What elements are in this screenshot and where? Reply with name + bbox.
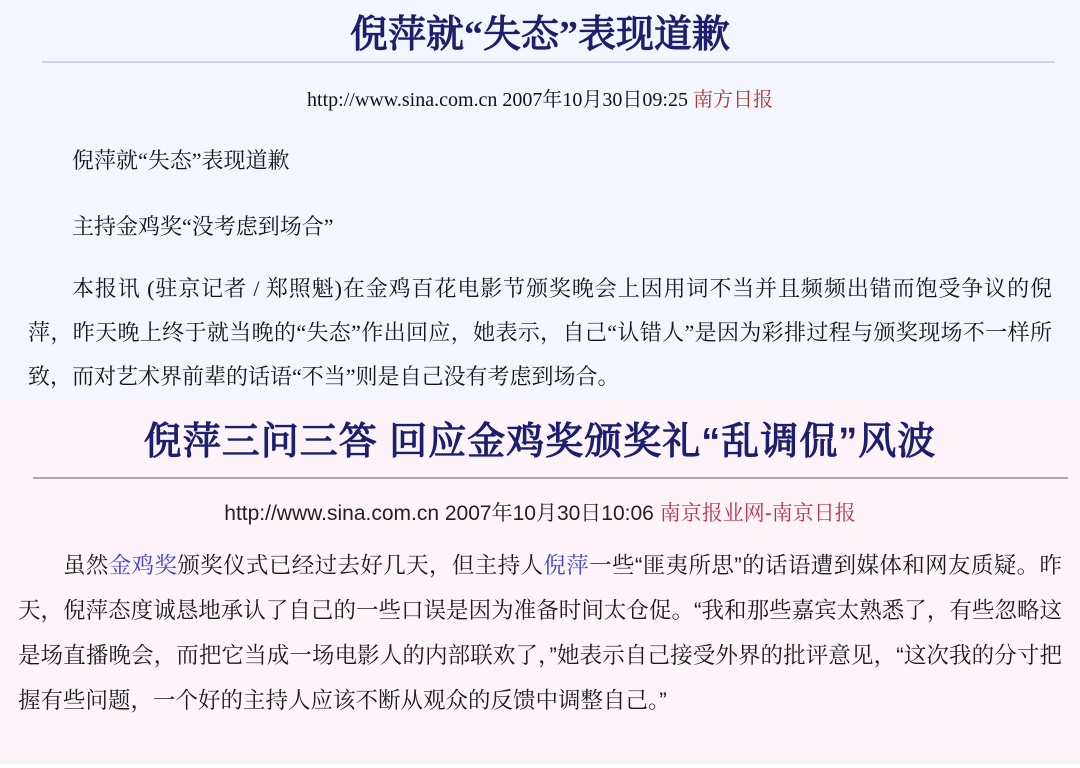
bottom-strip <box>0 764 1080 768</box>
article2-body-seg3: 一些“匪夷所思”的话语遭到媒体和网友质疑。昨天，倪萍态度诚恳地承认了自己的一些口误是因为准备时间太仓促。“我和那些嘉宾太熟悉了，有些忽略这是场直播晚会，而把它当成一场电影人的内部联欢了，”她表示自己接受外界的批评意见，“这次我的分寸把握有些问题，一个好的主持人应该不断从观众的反馈中调整自己。” <box>18 553 1062 713</box>
article1-url-date: http://www.sina.com.cn 2007年10月30日09:25 <box>307 89 688 111</box>
article1-publisher-link[interactable]: 南方日报 <box>692 89 773 111</box>
article2-body-seg2: 颁奖仪式已经过去好几天，但主持人 <box>177 553 544 578</box>
article2-title: 倪萍三问三答 回应金鸡奖颁奖礼“乱调侃”风波 <box>143 421 937 463</box>
article2-publisher-link[interactable]: 南京报业网-南京日报 <box>659 502 856 525</box>
article2-source-line <box>0 500 1080 527</box>
article2-link-jinjijiang[interactable]: 金鸡奖 <box>108 553 178 578</box>
article1-subhead2: 主持金鸡奖“没考虑到场合” <box>72 214 334 239</box>
article2-divider <box>33 477 1068 479</box>
article1-body-paragraph: 本报讯 (驻京记者 / 郑照魁)在金鸡百花电影节颁奖晚会上因用词不当并且频频出错而饱受争议的倪萍，昨天晚上终于就当晚的“失态”作出回应，她表示，自己“认错人”是因为彩排过程与颁奖现场不一样所致，而对艺术界前辈的话语“不当”则是自己没有考虑到场合。 <box>28 276 1052 389</box>
article2-url-date: http://www.sina.com.cn 2007年10月30日10:06 <box>224 502 654 525</box>
article2-section <box>0 398 1080 764</box>
article1-divider <box>42 61 1055 63</box>
article1-source-line <box>0 87 1080 113</box>
article1-subhead1: 倪萍就“失态”表现道歉 <box>72 148 290 173</box>
article2-link-niping[interactable]: 倪萍 <box>543 553 590 578</box>
article2-body-seg1: 虽然 <box>63 553 109 578</box>
article1-title: 倪萍就“失态”表现道歉 <box>349 14 730 56</box>
article2-body-paragraph <box>18 543 1062 723</box>
